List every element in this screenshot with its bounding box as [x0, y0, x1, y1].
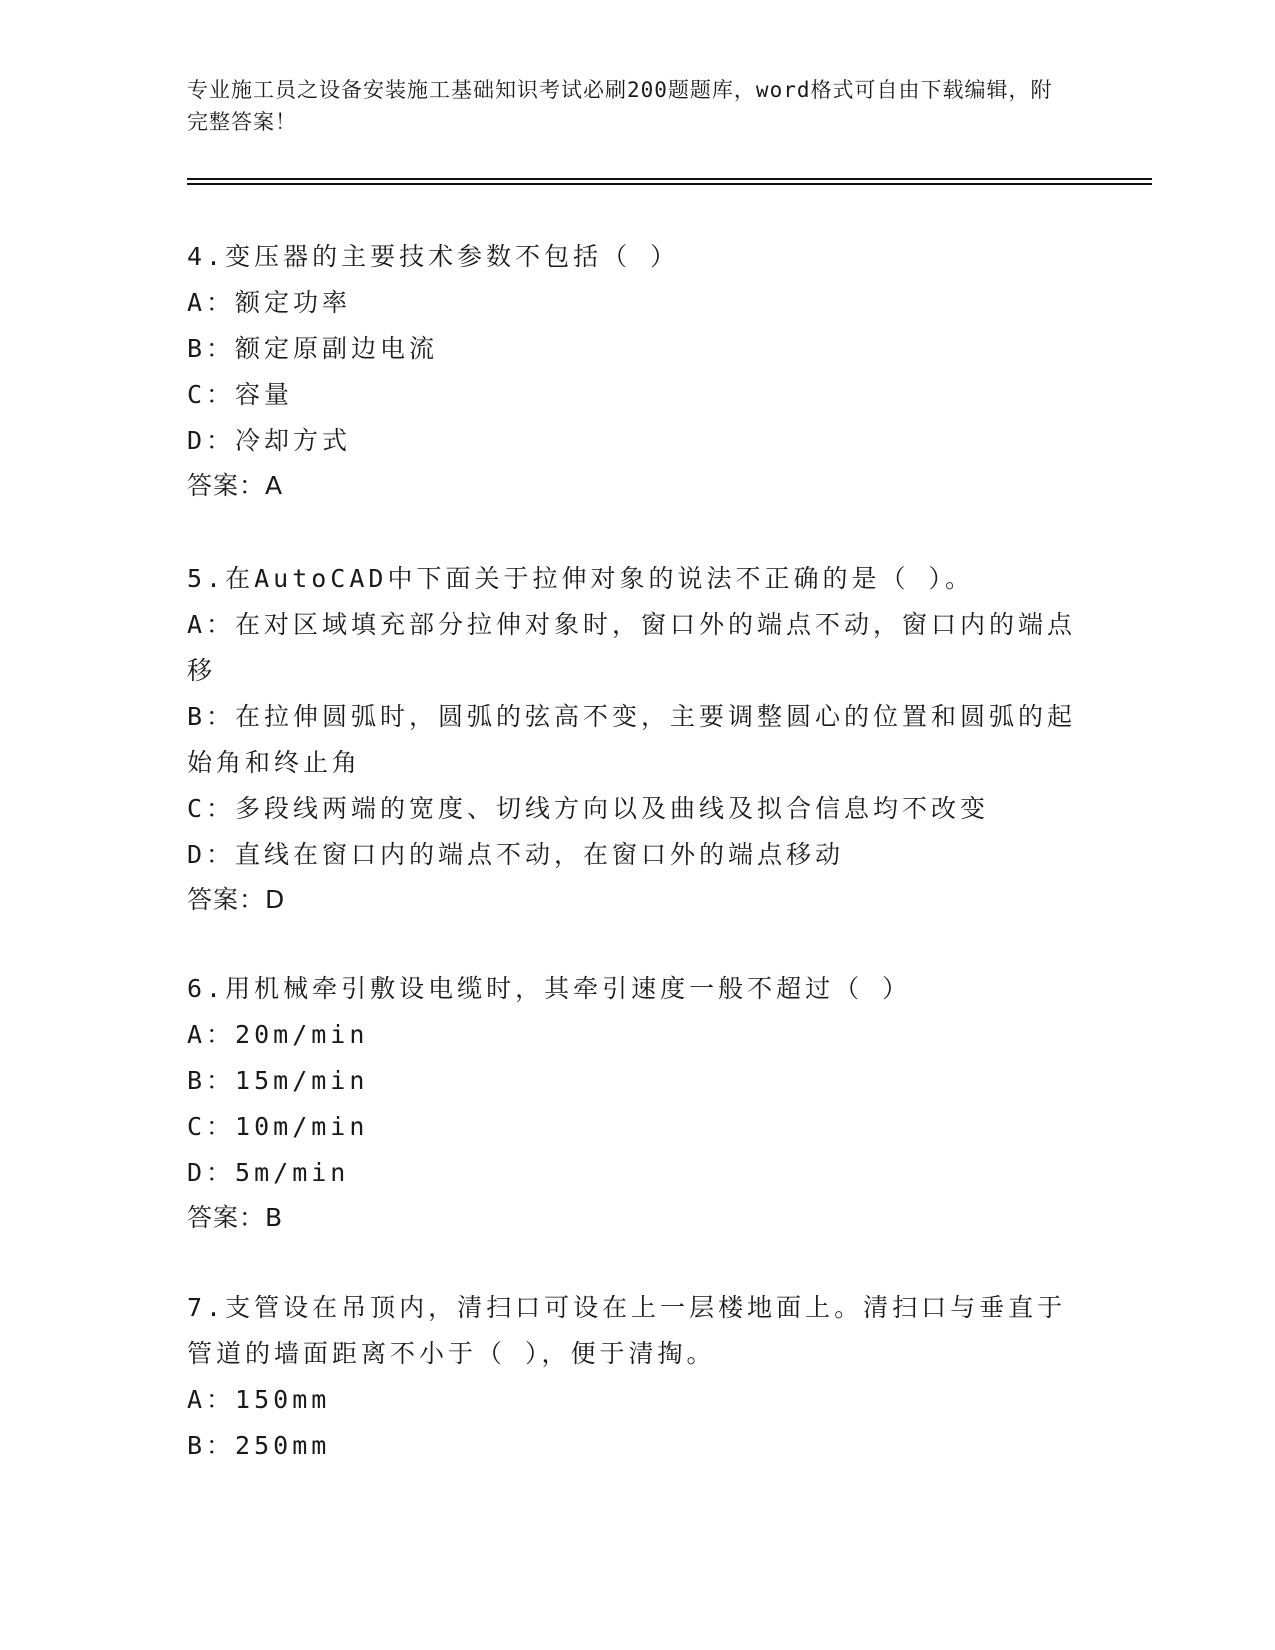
question-5 — [187, 556, 1087, 922]
option-b: B：250mm — [187, 1431, 331, 1460]
answer: 答案：B — [187, 1203, 284, 1232]
option-a: A：150mm — [187, 1385, 331, 1414]
option-d: D：直线在窗口内的端点不动，在窗口外的端点移动 — [187, 840, 845, 869]
option-b: B：额定原副边电流 — [187, 334, 439, 363]
question-6 — [187, 966, 1087, 1240]
option-d: D：5m/min — [187, 1158, 350, 1187]
question-stem: 5.在AutoCAD中下面关于拉伸对象的说法不正确的是（ ）。 — [187, 564, 975, 593]
option-d: D：冷却方式 — [187, 426, 352, 455]
option-a: A：在对区域填充部分拉伸对象时，窗口外的端点不动，窗口内的端点移 — [187, 610, 1077, 685]
option-a: A：20m/min — [187, 1020, 369, 1049]
option-c: C：容量 — [187, 380, 294, 409]
option-a: A：额定功率 — [187, 288, 352, 317]
answer: 答案：A — [187, 471, 284, 500]
question-4 — [187, 234, 1087, 508]
option-c: C：10m/min — [187, 1112, 369, 1141]
option-b: B：15m/min — [187, 1066, 369, 1095]
answer: 答案：D — [187, 885, 286, 914]
document-title: 专业施工员之设备安装施工基础知识考试必刷200题题库，word格式可自由下载编辑，附完整答案！ — [187, 78, 1053, 134]
option-c: C：多段线两端的宽度、切线方向以及曲线及拟合信息均不改变 — [187, 794, 990, 823]
option-b: B：在拉伸圆弧时，圆弧的弦高不变，主要调整圆心的位置和圆弧的起始角和终止角 — [187, 702, 1077, 777]
question-7 — [187, 1285, 1087, 1469]
header-divider-top — [187, 178, 1152, 180]
question-stem: 6.用机械牵引敷设电缆时，其牵引速度一般不超过（ ） — [187, 974, 912, 1003]
question-stem: 7.支管设在吊顶内，清扫口可设在上一层楼地面上。清扫口与垂直于管道的墙面距离不小于（ ），便于清掏。 — [187, 1293, 1067, 1368]
question-stem: 4.变压器的主要技术参数不包括（ ） — [187, 242, 680, 271]
header-divider-bottom — [187, 183, 1152, 185]
